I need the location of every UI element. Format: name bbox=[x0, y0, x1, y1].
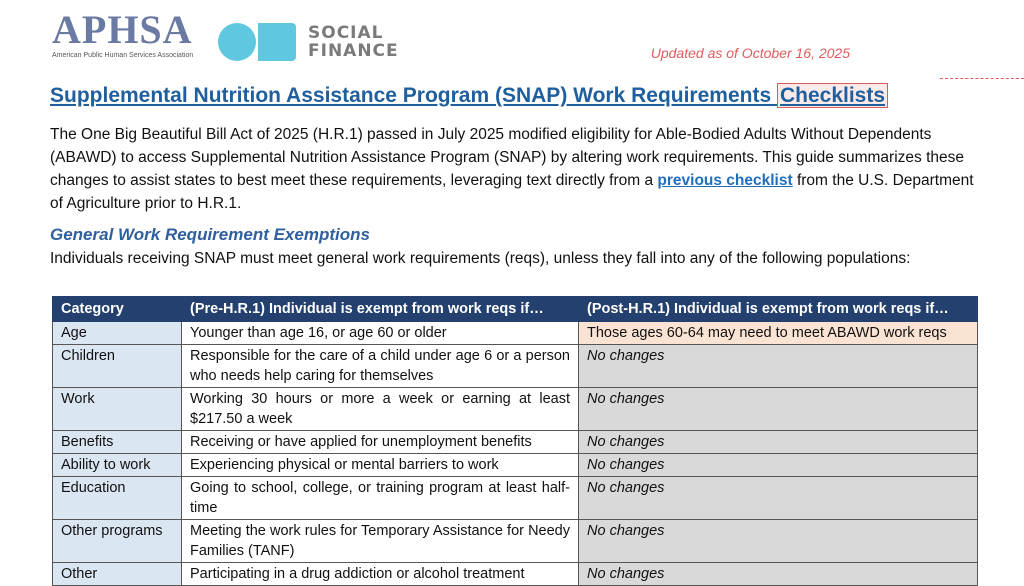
comment-anchor-line bbox=[940, 78, 1024, 79]
table-row bbox=[53, 454, 978, 477]
row-post: No changes bbox=[579, 454, 978, 477]
row-category: Ability to work bbox=[53, 454, 182, 477]
row-post: No changes bbox=[579, 477, 978, 520]
row-post: Those ages 60-64 may need to meet ABAWD work reqs bbox=[579, 322, 978, 345]
row-category: Age bbox=[53, 322, 182, 345]
sf-square-icon bbox=[258, 23, 296, 61]
row-post: No changes bbox=[579, 431, 978, 454]
row-category: Work bbox=[53, 388, 182, 431]
table-row bbox=[53, 520, 978, 563]
row-pre: Receiving or have applied for unemployment benefits bbox=[182, 431, 579, 454]
row-pre: Responsible for the care of a child under age 6 or a person who needs help caring for themselves bbox=[182, 345, 579, 388]
intro-part1: The One Big Beautiful Bill Act of 2025 (H.R.1) passed in July 2025 modified eligibility for Able-Bodied Adults Without Dependents (ABAWD) to access Supplemental Nutrition Assistance Program (SNAP) by altering work requirements. This guide summarizes these changes to assist states to best meet these requirements, leveraging text directly from a bbox=[50, 126, 964, 189]
exemptions-table bbox=[52, 296, 978, 586]
row-pre: Younger than age 16, or age 60 or older bbox=[182, 322, 579, 345]
row-pre: Working 30 hours or more a week or earning at least $217.50 a week bbox=[182, 388, 579, 431]
header-post: (Post-H.R.1) Individual is exempt from work reqs if… bbox=[579, 297, 978, 322]
row-post: No changes bbox=[579, 563, 978, 586]
sf-circle-icon bbox=[218, 23, 256, 61]
table-row bbox=[53, 322, 978, 345]
row-post: No changes bbox=[579, 345, 978, 388]
table-row bbox=[53, 477, 978, 520]
title-main: Supplemental Nutrition Assistance Program (SNAP) Work Requirements bbox=[50, 84, 777, 107]
row-post: No changes bbox=[579, 388, 978, 431]
updated-date: Updated as of October 16, 2025 bbox=[650, 45, 850, 61]
sf-logo-line2: FINANCE bbox=[308, 41, 399, 61]
row-category: Other bbox=[53, 563, 182, 586]
row-post: No changes bbox=[579, 520, 978, 563]
row-category: Children bbox=[53, 345, 182, 388]
intro-part2: from the U.S. Department of Agriculture prior to H.R.1. bbox=[50, 172, 974, 212]
table-row bbox=[53, 345, 978, 388]
section-text: Individuals receiving SNAP must meet general work requirements (reqs), unless they fall into any of the following populations: bbox=[50, 250, 911, 267]
sf-logo-text bbox=[308, 24, 399, 60]
sf-logo-line1: SOCIAL bbox=[308, 23, 384, 43]
table-row bbox=[53, 388, 978, 431]
row-pre: Meeting the work rules for Temporary Assistance for Needy Families (TANF) bbox=[182, 520, 579, 563]
social-finance-logo bbox=[218, 23, 399, 61]
row-pre: Going to school, college, or training program at least half-time bbox=[182, 477, 579, 520]
header-pre: (Pre-H.R.1) Individual is exempt from work reqs if… bbox=[182, 297, 579, 322]
section-heading: General Work Requirement Exemptions bbox=[50, 225, 370, 244]
row-category: Other programs bbox=[53, 520, 182, 563]
table-row bbox=[53, 563, 978, 586]
intro-paragraph bbox=[50, 123, 980, 215]
aphsa-logo bbox=[52, 7, 202, 59]
table-header-row bbox=[53, 297, 978, 322]
aphsa-logo-subtitle: American Public Human Services Association bbox=[52, 52, 194, 59]
row-category: Benefits bbox=[53, 431, 182, 454]
row-pre: Experiencing physical or mental barriers to work bbox=[182, 454, 579, 477]
row-pre: Participating in a drug addiction or alcohol treatment bbox=[182, 563, 579, 586]
table-row bbox=[53, 431, 978, 454]
row-category: Education bbox=[53, 477, 182, 520]
aphsa-logo-word: APHSA bbox=[52, 7, 193, 52]
title-highlight[interactable]: Checklists bbox=[777, 83, 888, 108]
header-category: Category bbox=[53, 297, 182, 322]
previous-checklist-link[interactable]: previous checklist bbox=[657, 172, 793, 189]
page-title bbox=[50, 84, 888, 108]
